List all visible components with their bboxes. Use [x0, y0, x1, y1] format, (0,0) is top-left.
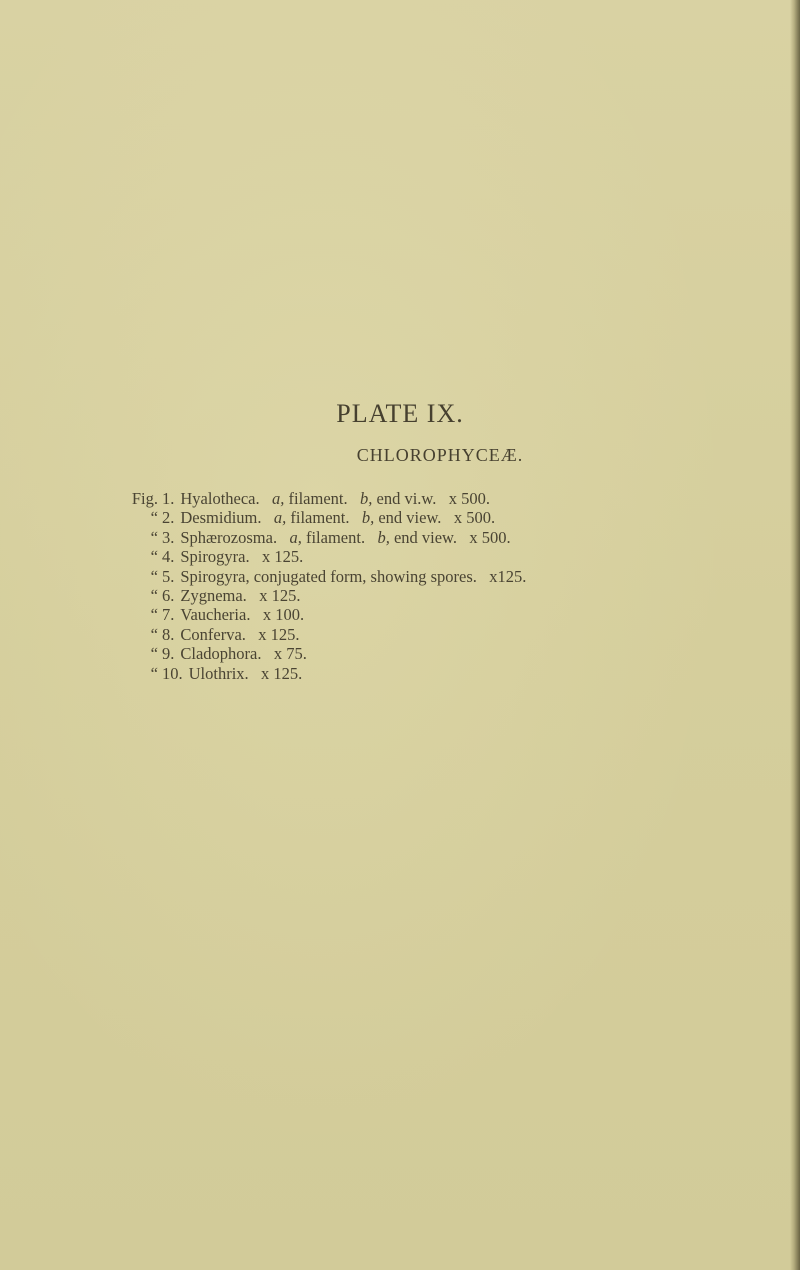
entry-number: 7.	[162, 605, 175, 625]
figure-entry	[116, 605, 796, 624]
entry-part-b	[354, 508, 442, 527]
entry-prefix: “	[150, 624, 158, 644]
figure-entry	[116, 644, 796, 663]
entry-name: Hyalotheca.	[180, 489, 260, 508]
part-b-letter: b,	[377, 527, 390, 547]
entry-magnification: x 500.	[469, 527, 511, 547]
figure-entry	[116, 567, 796, 586]
entry-number: 6.	[162, 585, 175, 605]
figure-entry	[116, 528, 796, 547]
entry-name: Vaucheria.	[180, 605, 251, 625]
part-a-text: filament.	[290, 508, 350, 528]
entry-name: Spirogyra, conjugated form, showing spores.	[180, 566, 477, 586]
entry-part-a	[281, 528, 365, 547]
entry-magnification: x 125.	[261, 547, 304, 567]
entry-part-b	[369, 528, 457, 547]
entry-magnification: x 500.	[453, 508, 496, 528]
entry-number: 1.	[162, 489, 175, 508]
entry-prefix: “	[150, 508, 158, 528]
entry-prefix: “	[150, 644, 158, 664]
entry-number: 4.	[162, 547, 175, 567]
entry-part-a	[266, 508, 350, 527]
part-a-letter: a,	[273, 508, 287, 528]
entry-prefix: “	[150, 663, 158, 683]
part-a-letter: a,	[272, 489, 285, 508]
entry-prefix: “	[150, 527, 158, 547]
figure-entry	[116, 664, 796, 683]
entry-name: Ulothrix.	[188, 663, 249, 683]
entry-number: 5.	[162, 566, 175, 586]
entry-prefix: “	[150, 566, 158, 586]
entry-number: 9.	[162, 644, 175, 664]
entry-magnification: x 75.	[273, 644, 307, 664]
entry-prefix: Fig.	[131, 489, 158, 508]
entry-name: Zygnema.	[180, 585, 247, 605]
entry-part-b	[352, 489, 437, 508]
part-a-letter: a,	[289, 527, 302, 547]
entry-magnification: x125.	[489, 566, 527, 586]
entry-part-a	[264, 489, 348, 508]
entry-name: Spirogyra.	[180, 547, 250, 567]
entry-name: Desmidium.	[180, 508, 262, 528]
entry-magnification: x 125.	[259, 585, 301, 605]
entry-magnification: x 125.	[258, 624, 300, 644]
part-b-text: end view.	[378, 508, 442, 528]
part-a-text: filament.	[288, 489, 348, 508]
entry-number: 10.	[162, 663, 183, 683]
entry-name: Sphærozosma.	[180, 527, 278, 547]
plate-title: PLATE IX.	[336, 399, 464, 428]
entry-prefix: “	[150, 547, 158, 567]
entry-magnification: x 125.	[261, 663, 303, 683]
part-a-text: filament.	[305, 527, 366, 547]
figure-entry	[116, 625, 796, 644]
entry-number: 8.	[162, 624, 175, 644]
part-b-letter: b,	[360, 489, 373, 508]
entry-prefix: “	[150, 585, 158, 605]
entry-magnification: x 100.	[262, 605, 305, 625]
entry-number: 2.	[162, 508, 175, 528]
figure-entry	[116, 489, 796, 508]
plate-subtitle: CHLOROPHYCEÆ.	[356, 445, 524, 465]
entry-name: Cladophora.	[180, 644, 262, 664]
part-b-text: end view.	[393, 527, 458, 547]
part-b-letter: b,	[361, 508, 375, 528]
figure-legend-list	[116, 489, 796, 683]
entry-name: Conferva.	[180, 624, 246, 644]
figure-entry	[116, 586, 796, 605]
figure-entry	[116, 508, 796, 527]
entry-magnification: x 500.	[448, 489, 491, 508]
entry-prefix: “	[150, 605, 158, 625]
entry-number: 3.	[162, 527, 175, 547]
part-b-text: end vi.w.	[376, 489, 437, 508]
figure-entry	[116, 547, 796, 566]
